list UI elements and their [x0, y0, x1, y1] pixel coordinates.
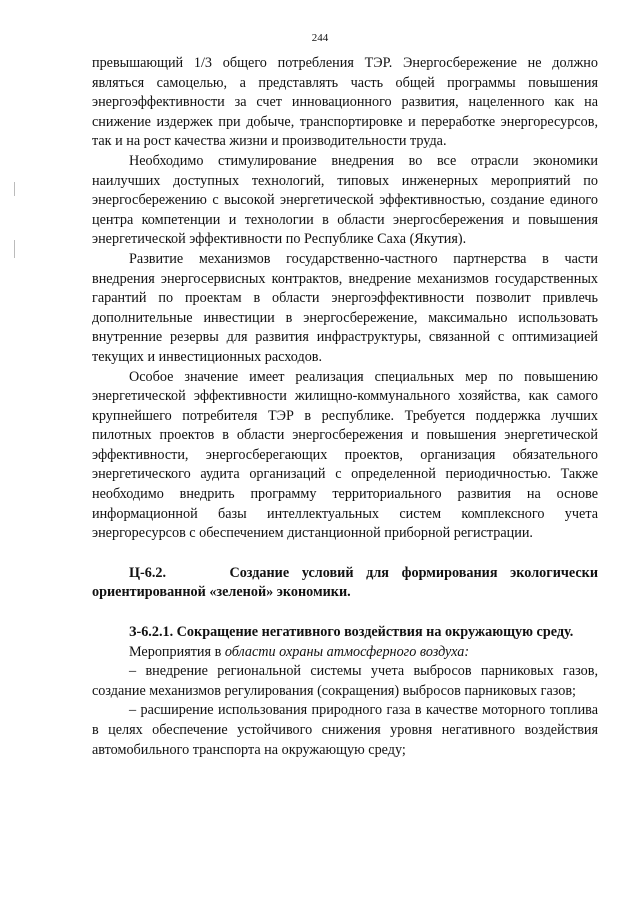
section-heading-goal: Ц-6.2. Создание условий для формирования экологически ориентированной «зеленой» экономики. — [92, 564, 602, 601]
page-number: 244 — [311, 32, 329, 44]
measures-area: области охраны атмосферного воздуха: — [224, 643, 470, 660]
section-heading-task: З-6.2.1. Сокращение негативного воздействия на окружающую среду. — [129, 624, 574, 641]
scan-margin-line — [14, 240, 15, 258]
bullet-item: – внедрение региональной системы учета выбросов парниковых газов, создание механизмов регулирования (сокращения) выбросов парниковых газов; — [92, 663, 598, 699]
paragraph: Необходимо стимулирование внедрения во все отрасли экономики наилучших доступных технологий, типовых инженерных мероприятий по энергосбережению с высокой энергетической эффективностью, создание единого центра компетенции и технологии в области энергосбережения и повышения энергетической эффективности по Республике Саха (Якутия). — [92, 152, 598, 248]
paragraph: Особое значение имеет реализация специальных мер по повышению энергетической эффективности жилищно-коммунального хозяйства, как самого крупнейшего потребителя ТЭР в республике. Требуется поддержка лучших пилотных проектов в области энергосбережения и повышения энергетической эффективности, энергосберегающих проектов, организация обязательного энергетического аудита организаций с определенной периодичностью. Также необходимо внедрить программу территориального развития на основе информационной базы интеллектуальных систем комплексного учета энергоресурсов с обеспечением дистанционной приборной регистрации. — [92, 368, 598, 542]
scan-margin-line — [14, 182, 15, 196]
measures-intro — [92, 643, 598, 663]
bullet-item: – расширение использования природного газа в качестве моторного топлива в целях обеспечение устойчивого снижения уровня негативного воздействия автомобильного транспорта на окружающую среду; — [92, 702, 598, 758]
measures-prefix: Мероприятия в — [129, 643, 225, 660]
document-body — [92, 54, 602, 760]
paragraph: Развитие механизмов государственно-частного партнерства в части внедрения энергосервисных контрактов, внедрение механизмов государственных гарантий по проектам в области энергоэффективности позволит привлечь дополнительные инвестиции в энергосбережение, максимально использовать внутренние резервы для развития инфраструктуры, связанной с оптимизацией текущих и инвестиционных расходов. — [92, 250, 598, 365]
paragraph: превышающий 1/3 общего потребления ТЭР. Энергосбережение не должно являться самоцелью, а представлять часть общей программы повышения энергоэффективности за счет инновационного развития, нацеленного как на снижение издержек при добыче, транспортировке и переработке энергоресурсов, так и на рост качества жизни и производительности труда. — [92, 55, 598, 150]
